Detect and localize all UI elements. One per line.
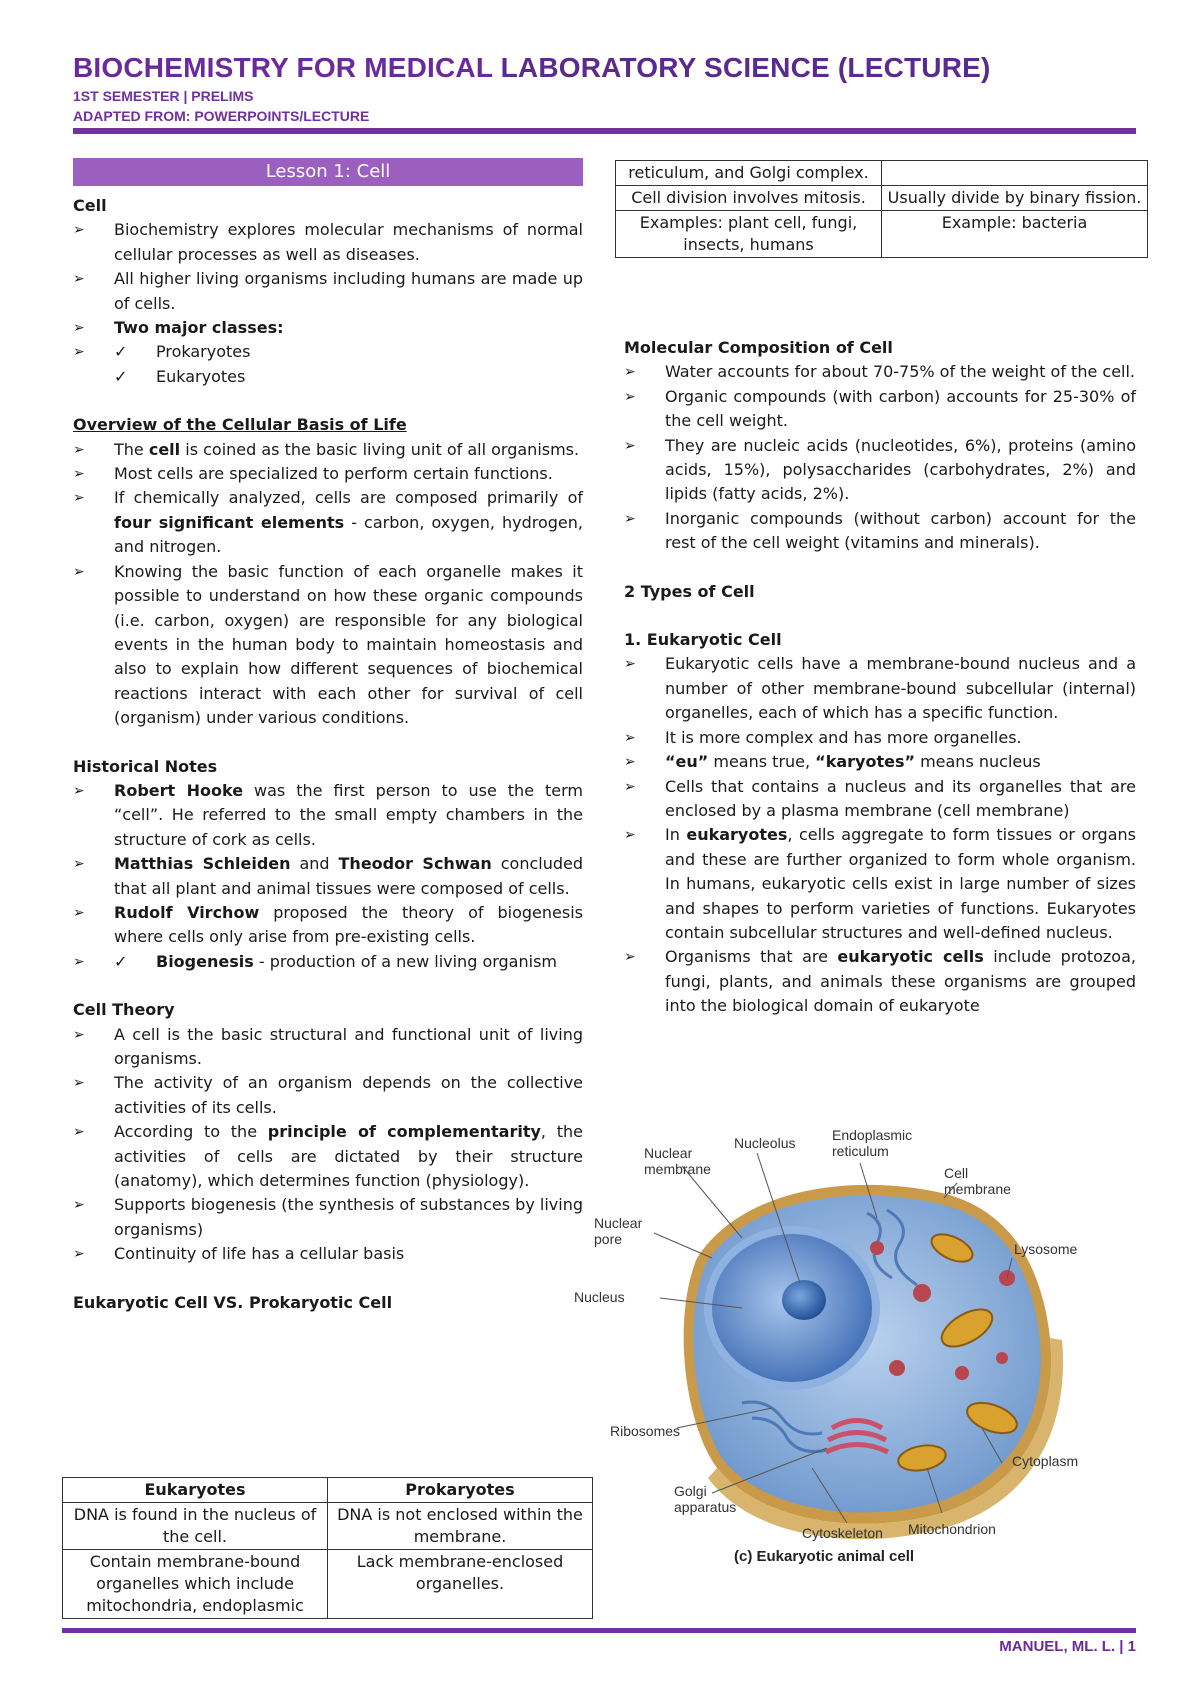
comparison-table-part1	[62, 1477, 593, 1619]
label-nuclear-membrane-2: membrane	[644, 1161, 711, 1177]
cell-list	[73, 218, 583, 389]
table-row	[63, 1503, 593, 1550]
figure-caption: (c) Eukaryotic animal cell	[734, 1548, 915, 1565]
history-list	[73, 779, 583, 974]
right-column	[624, 336, 1136, 1019]
footer-divider	[62, 1628, 1136, 1633]
cell-types-heading: 2 Types of Cell	[624, 581, 755, 601]
footer-author-page: MANUEL, ML. L. | 1	[999, 1638, 1136, 1655]
table-header-row	[63, 1478, 593, 1503]
list-item: ➢ According to the principle of complementarity, the activities of cells are dictated by their structure (anatomy), which determines function (physiology).	[73, 1120, 583, 1193]
cell-theory-heading: Cell Theory	[73, 1000, 175, 1020]
table-cell: Usually divide by binary fission.	[882, 186, 1148, 211]
table-cell: Contain membrane-bound organelles which include mitochondria, endoplasmic	[63, 1550, 328, 1619]
biogenesis-definition: ✓ ➢ Biogenesis - production of a new living organism	[73, 950, 583, 974]
molecular-composition-heading: Molecular Composition of Cell	[624, 338, 893, 357]
list-item: ➢ The activity of an organism depends on the collective activities of its cells.	[73, 1071, 583, 1120]
cell-heading: Cell	[73, 196, 107, 215]
header-divider	[73, 128, 1136, 134]
column-header-prokaryotes: Prokaryotes	[328, 1478, 593, 1503]
table-cell: Lack membrane-enclosed organelles.	[328, 1550, 593, 1619]
list-item: ➢ Biochemistry explores molecular mechanisms of normal cellular processes as well as diseases.	[73, 218, 583, 267]
table-row	[616, 186, 1148, 211]
label-nucleus: Nucleus	[574, 1289, 625, 1305]
list-item: ➢ They are nucleic acids (nucleotides, 6%), proteins (amino acids, 15%), polysaccharides (carbohydrates, 2%) and lipids (fatty acids, 2%).	[624, 434, 1136, 507]
table-cell	[882, 161, 1148, 186]
list-item: ➢ Robert Hooke was the first person to use the term “cell”. He referred to the small empty chambers in the structure of cork as cells.	[73, 779, 583, 852]
table-cell: Cell division involves mitosis.	[616, 186, 882, 211]
label-cytoskeleton: Cytoskeleton	[802, 1525, 883, 1541]
list-item: ➢ It is more complex and has more organelles.	[624, 726, 1136, 750]
list-item: ➢ Inorganic compounds (without carbon) account for the rest of the cell weight (vitamins and minerals).	[624, 507, 1136, 556]
list-item: ➢ Two major classes:	[73, 316, 583, 340]
list-item: ➢ Water accounts for about 70-75% of the weight of the cell.	[624, 360, 1136, 384]
label-ribosomes: Ribosomes	[610, 1423, 681, 1439]
list-item: ➢ Supports biogenesis (the synthesis of substances by living organisms)	[73, 1193, 583, 1242]
label-nuclear-membrane-1: Nuclear	[644, 1145, 693, 1161]
eukaryotic-cell-heading: 1. Eukaryotic Cell	[624, 630, 782, 650]
table-cell: DNA is found in the nucleus of the cell.	[63, 1503, 328, 1550]
list-item: ➢ Rudolf Virchow proposed the theory of biogenesis where cells only arise from pre-existing cells.	[73, 901, 583, 950]
label-er-1: Endoplasmic	[832, 1127, 913, 1143]
label-cell-membrane-2: membrane	[944, 1181, 1011, 1197]
label-nucleolus: Nucleolus	[734, 1135, 796, 1151]
table-cell: Example: bacteria	[882, 211, 1148, 258]
table-row	[616, 211, 1148, 258]
lesson-heading: Lesson 1: Cell	[73, 158, 583, 186]
list-item: ➢ Knowing the basic function of each organelle makes it possible to understand on how these organic compounds (i.e. carbon, oxygen) are responsible for any biological events in the human body to maintain homeostasis and also to explain how different sequences of biochemical reactions interact with each other for survival of cell (organism) under various conditions.	[73, 560, 583, 731]
table-row	[616, 161, 1148, 186]
list-item: ➢ Organic compounds (with carbon) accounts for 25-30% of the cell weight.	[624, 385, 1136, 434]
class-prokaryotes: ✓ ➢ Prokaryotes	[73, 340, 583, 364]
table-cell: DNA is not enclosed within the membrane.	[328, 1503, 593, 1550]
history-heading: Historical Notes	[73, 756, 218, 776]
list-item: ➢ All higher living organisms including humans are made up of cells.	[73, 267, 583, 316]
label-cell-membrane-1: Cell	[944, 1165, 969, 1181]
label-cytoplasm: Cytoplasm	[1012, 1453, 1079, 1469]
label-golgi-2: apparatus	[674, 1499, 737, 1515]
adapted-from-label: ADAPTED FROM: POWERPOINTS/LECTURE	[73, 108, 370, 124]
molecular-list	[624, 360, 1136, 555]
list-item	[73, 340, 583, 389]
list-item: ➢ Eukaryotic cells have a membrane-bound nucleus and a number of other membrane-bound subcellular (internal) organelles, each of which has a specific function.	[624, 652, 1136, 725]
comparison-heading: Eukaryotic Cell VS. Prokaryotic Cell	[73, 1292, 393, 1312]
label-mitochondrion: Mitochondrion	[908, 1521, 996, 1537]
semester-label: 1ST SEMESTER | PRELIMS	[73, 88, 254, 104]
label-nuclear-pore-2: pore	[594, 1231, 623, 1247]
list-item: ➢ Organisms that are eukaryotic cells include protozoa, fungi, plants, and animals these organisms are grouped into the biological domain of eukaryote	[624, 945, 1136, 1018]
list-item: ➢ If chemically analyzed, cells are composed primarily of four significant elements - carbon, oxygen, hydrogen, and nitrogen.	[73, 486, 583, 559]
left-column	[73, 158, 583, 1315]
list-item: ➢ The cell is coined as the basic living unit of all organisms.	[73, 438, 583, 462]
label-er-2: reticulum	[832, 1143, 889, 1159]
label-lysosome: Lysosome	[1014, 1241, 1078, 1257]
list-item: ➢ Continuity of life has a cellular basis	[73, 1242, 583, 1266]
list-item: ➢ In eukaryotes, cells aggregate to form tissues or organs and these are further organized to form whole organism. In humans, eukaryotic cells exist in large number of sizes and shapes to perform varieties of functions. Eukaryotes contain subcellular structures and well-defined nucleus.	[624, 823, 1136, 945]
list-item	[73, 950, 583, 974]
overview-list	[73, 438, 583, 731]
table-cell: Examples: plant cell, fungi, insects, humans	[616, 211, 882, 258]
document-title: BIOCHEMISTRY FOR MEDICAL LABORATORY SCIENCE (LECTURE)	[73, 52, 991, 83]
list-item: ➢ Matthias Schleiden and Theodor Schwan concluded that all plant and animal tissues were composed of cells.	[73, 852, 583, 901]
list-item: ➢ “eu” means true, “karyotes” means nucleus	[624, 750, 1136, 774]
label-nuclear-pore-1: Nuclear	[594, 1215, 643, 1231]
list-item: ➢ Most cells are specialized to perform certain functions.	[73, 462, 583, 486]
eukaryotic-list	[624, 652, 1136, 1018]
class-eukaryotes: ✓ Eukaryotes	[73, 365, 583, 389]
comparison-table-part2	[615, 160, 1148, 258]
list-item: ➢ Cells that contains a nucleus and its organelles that are enclosed by a plasma membrane (cell membrane)	[624, 775, 1136, 824]
list-item: ➢ A cell is the basic structural and functional unit of living organisms.	[73, 1023, 583, 1072]
cell-theory-list	[73, 1023, 583, 1267]
label-golgi-1: Golgi	[674, 1483, 707, 1499]
overview-heading: Overview of the Cellular Basis of Life	[73, 415, 407, 435]
eukaryotic-cell-figure	[574, 1118, 1132, 1603]
nucleolus-shape	[782, 1280, 826, 1320]
column-header-eukaryotes: Eukaryotes	[63, 1478, 328, 1503]
table-cell: reticulum, and Golgi complex.	[616, 161, 882, 186]
table-row	[63, 1550, 593, 1619]
